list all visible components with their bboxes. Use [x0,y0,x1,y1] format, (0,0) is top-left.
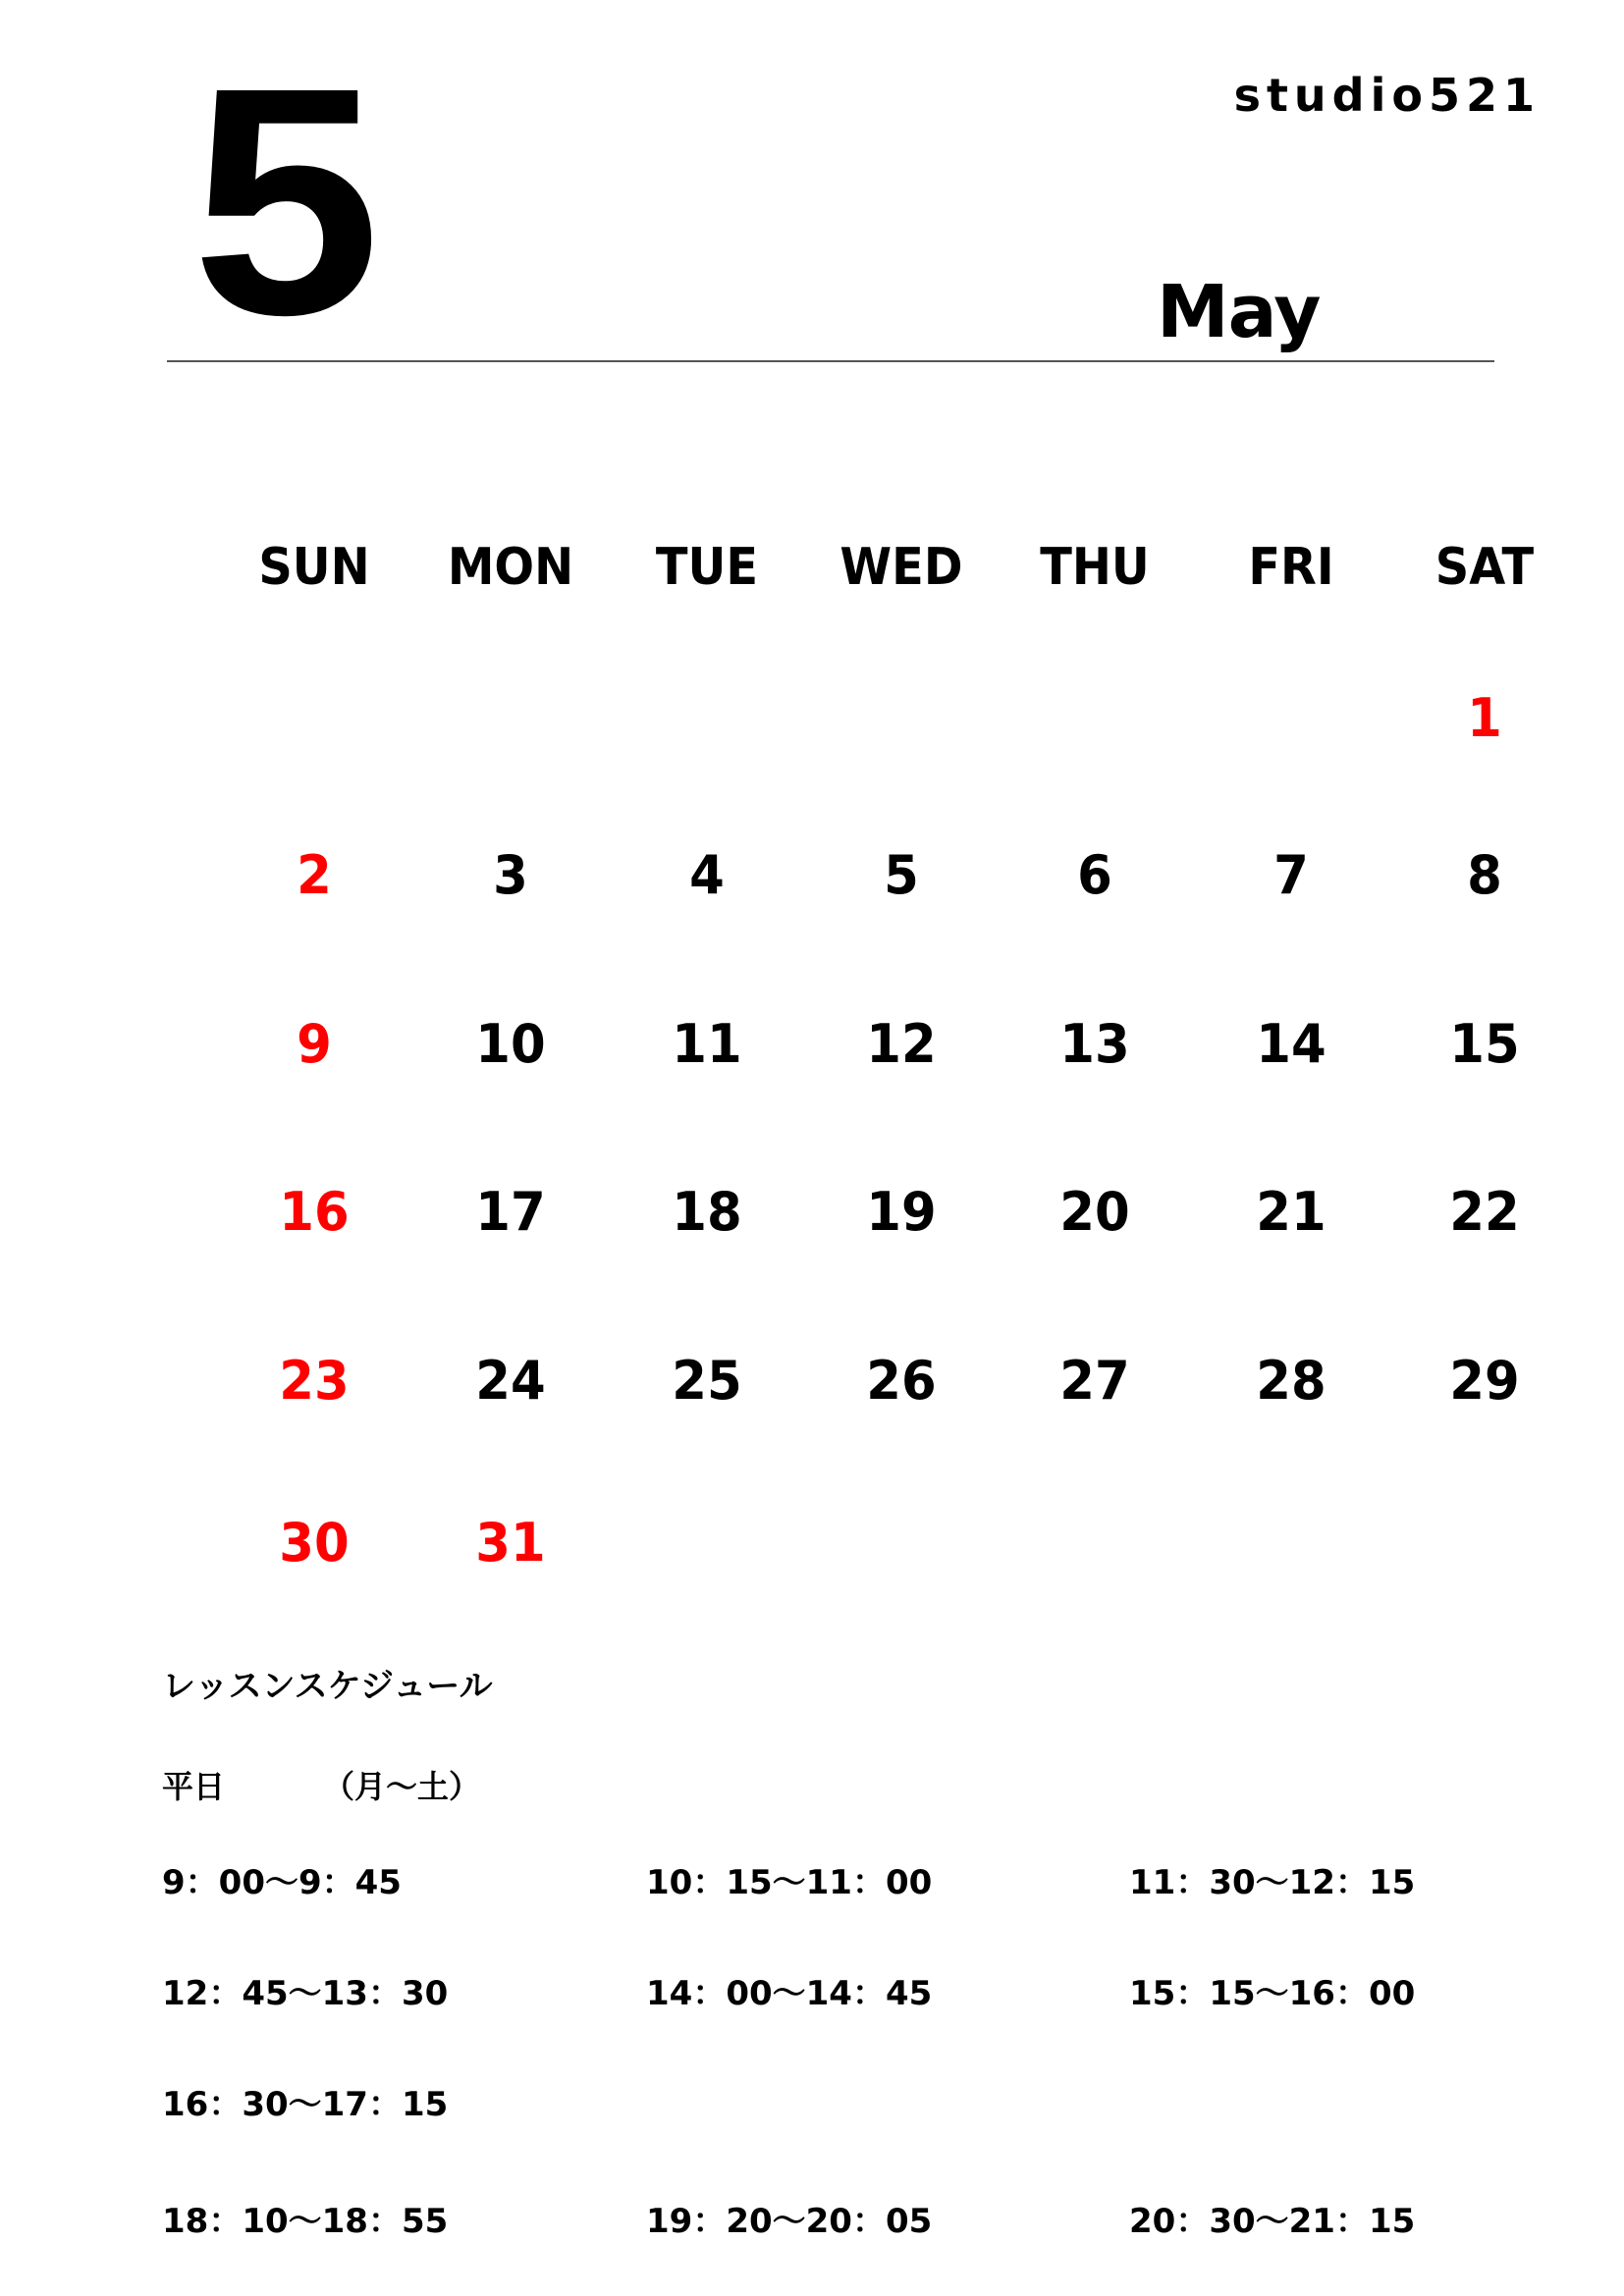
calendar-day-18: 18 [672,1181,742,1243]
month-number: 5 [191,20,371,382]
calendar-day-27: 27 [1059,1350,1130,1412]
lesson-time-slot: 12：45～13：30 [162,1974,449,2013]
lesson-time-slot: 20：30～21：15 [1129,2202,1416,2241]
calendar-day-29: 29 [1449,1350,1520,1412]
header-divider [167,360,1494,362]
calendar-day-14: 14 [1256,1013,1326,1075]
weekday-thu: THU [1040,538,1150,597]
calendar-day-8: 8 [1467,844,1502,906]
calendar-day-10: 10 [475,1013,546,1075]
studio-name: studio521 [1233,69,1541,122]
calendar-day-11: 11 [672,1013,742,1075]
calendar-day-2: 2 [297,844,332,906]
schedule-weekday-label: 平日 [162,1768,226,1805]
calendar-day-20: 20 [1059,1181,1130,1243]
calendar-day-17: 17 [475,1181,546,1243]
calendar-day-25: 25 [672,1350,742,1412]
lesson-time-slot: 19：20～20：05 [646,2202,933,2241]
lesson-time-slot: 14：00～14：45 [646,1974,933,2013]
weekday-tue: TUE [655,538,759,597]
lesson-time-slot: 9：00～9：45 [162,1863,402,1902]
calendar-day-28: 28 [1256,1350,1326,1412]
lesson-time-slot: 18：10～18：55 [162,2202,449,2241]
weekday-wed: WED [839,538,963,597]
calendar-day-30: 30 [279,1512,350,1574]
month-name: May [1157,270,1321,354]
calendar-day-16: 16 [279,1181,350,1243]
weekday-fri: FRI [1248,538,1334,597]
calendar-day-24: 24 [475,1350,546,1412]
weekday-sat: SAT [1435,538,1535,597]
weekday-mon: MON [447,538,574,597]
calendar-day-9: 9 [297,1013,332,1075]
calendar-day-3: 3 [493,844,528,906]
calendar-day-12: 12 [866,1013,937,1075]
schedule-title: レッスンスケジュール [162,1667,493,1706]
calendar-day-1: 1 [1467,687,1502,749]
calendar-day-4: 4 [689,844,725,906]
calendar-day-19: 19 [866,1181,937,1243]
calendar-day-31: 31 [475,1512,546,1574]
schedule-weekday-range: （月～土） [323,1768,481,1805]
lesson-time-slot: 15：15～16：00 [1129,1974,1416,2013]
calendar-day-26: 26 [866,1350,937,1412]
lesson-time-slot: 10：15～11：00 [646,1863,933,1902]
calendar-day-23: 23 [279,1350,350,1412]
lesson-time-slot: 11：30～12：15 [1129,1863,1416,1902]
calendar-day-7: 7 [1273,844,1309,906]
calendar-day-5: 5 [884,844,919,906]
calendar-day-6: 6 [1077,844,1112,906]
calendar-day-21: 21 [1256,1181,1326,1243]
schedule-weekday-heading [162,1762,480,1807]
lesson-time-slot: 16：30～17：15 [162,2085,449,2124]
calendar-day-22: 22 [1449,1181,1520,1243]
calendar-day-13: 13 [1059,1013,1130,1075]
calendar-day-15: 15 [1449,1013,1520,1075]
weekday-sun: SUN [258,538,370,597]
